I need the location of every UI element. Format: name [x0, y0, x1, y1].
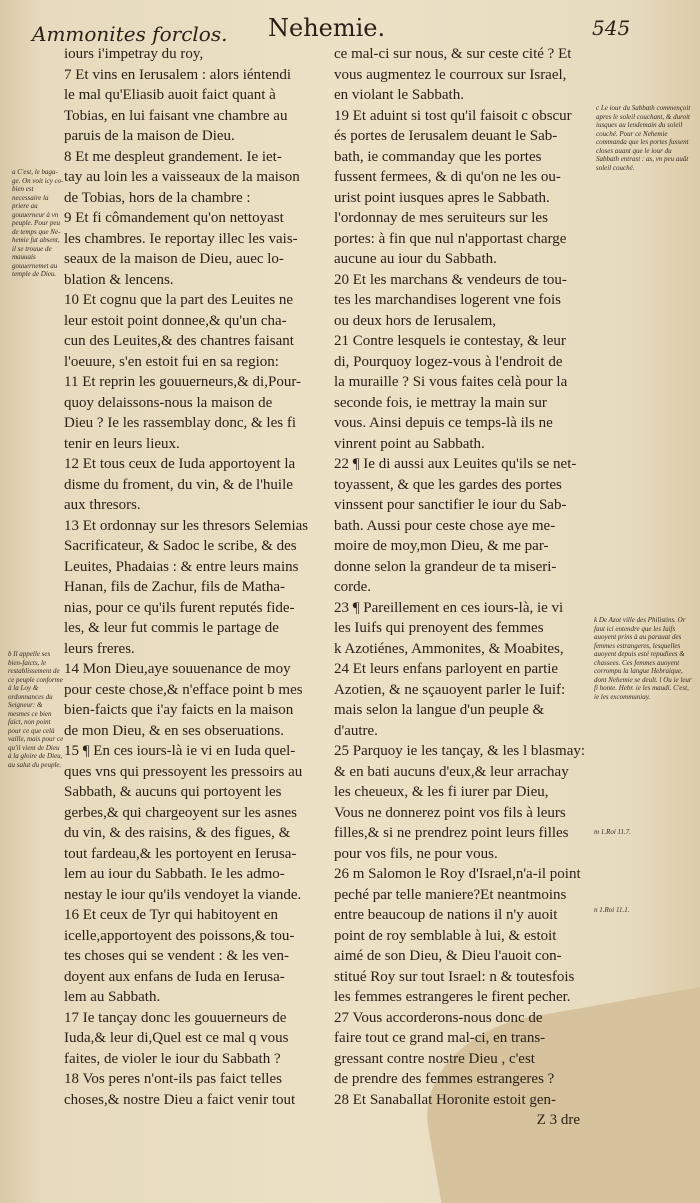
text-line: pour vos fils, ne pour vous.	[334, 845, 498, 862]
text-line: 25 Parquoy ie les tançay, & les l blasmay:	[334, 743, 586, 759]
text-line: tes les marchandises logerent vne fois	[334, 292, 562, 308]
text-line: moire de moy,mon Dieu, & me par-	[334, 538, 549, 554]
text-line: ou deux hors de Ierusalem,	[334, 312, 497, 329]
text-line: le mal qu'Eliasib auoit faict quant à	[64, 87, 276, 103]
text-line: 7 Et vins en Ierusalem : alors iéntendi	[64, 66, 292, 83]
text-line: blation & lencens.	[64, 271, 174, 288]
text-line: di, Pourquoy logez-vous à l'endroit de	[334, 353, 563, 370]
text-line: donne selon la grandeur de ta miseri-	[334, 558, 557, 575]
text-line: 28 Et Sanaballat Horonite estoit gen-	[334, 1091, 557, 1108]
text-line: point de roy semblable à lui, & estoit	[334, 927, 557, 944]
text-line: lem au iour du Sabbath. Ie les admo-	[64, 866, 285, 882]
text-line: Azotien, & ne sçauoyent parler le Iuif:	[334, 681, 566, 698]
text-line: nias, pour ce qu'ils furent reputés fide-	[64, 599, 295, 616]
text-line: 24 Et leurs enfans parloyent en partie	[334, 661, 559, 677]
text-line: 19 Et aduint si tost qu'il faisoit c obscur	[334, 107, 572, 124]
text-line: 16 Et ceux de Tyr qui habitoyent en	[64, 907, 279, 923]
text-line: leur estoit point donnee,& qu'un cha-	[64, 312, 287, 329]
text-line: Sabbath, & aucuns qui portoyent les	[64, 784, 282, 800]
cross-reference: n 1.Roi 11.1.	[594, 906, 630, 914]
text-line: 21 Contre lesquels ie contestay, & leur	[334, 333, 566, 349]
text-line: aimé de son Dieu, & Dieu l'auoit con-	[334, 948, 562, 964]
text-line: filles,& si ne prendrez point leurs filles	[334, 825, 569, 841]
text-line: 11 Et reprin les gouuerneurs,& di,Pour-	[64, 374, 302, 390]
text-line: de Tobias, hors de la chambre :	[64, 189, 251, 206]
text-line: doyent aux enfans de Iuda en Ierusa-	[64, 968, 285, 985]
text-line: la muraille ? Si vous faites celà pour la	[334, 374, 568, 390]
text-line: 17 Ie tançay donc les gouuerneurs de	[64, 1009, 287, 1026]
text-line: 15 ¶ En ces iours-là ie vi en Iuda quel-	[64, 743, 296, 759]
text-line: ce mal-ci sur nous, & sur ceste cité ? Et	[334, 46, 572, 62]
text-line: tay au loin les a vaisseaux de la maison	[64, 169, 300, 185]
text-line: vinssent pour sanctifier le iour du Sab-	[334, 497, 567, 513]
text-line: quoy delaissons-nous la maison de	[64, 394, 273, 411]
text-line: de mon Dieu, & en ses obseruations.	[64, 722, 284, 739]
text-line: stitué Roy sur tout Israel: n & toutesfois	[334, 968, 575, 985]
text-line: d'autre.	[334, 722, 378, 739]
text-line: pour ceste chose,& n'efface point b mes	[64, 681, 303, 698]
text-line: faire tout ce grand mal-ci, en trans-	[334, 1030, 546, 1046]
text-line: corde.	[334, 579, 372, 595]
text-line: és portes de Ierusalem deuant le Sab-	[334, 128, 558, 144]
text-line: du vin, & des raisins, & des figues, &	[64, 825, 291, 841]
text-line: bien-faicts que i'ay faicts en la maison	[64, 702, 294, 718]
text-line: vous augmentez le courroux sur Israel,	[334, 66, 567, 83]
text-line: Dieu ? Ie les rassemblay donc, & les fi	[64, 415, 297, 431]
text-line: vous. Ainsi depuis ce temps-là ils ne	[334, 415, 553, 431]
text-line: les femmes estrangeres le firent pecher.	[334, 989, 571, 1005]
text-line: aux thresors.	[64, 497, 141, 513]
margin-note: a C'est, le baga-ge. On voit icy co-bien est necessaire la priere au gouuerneur à vn peuple. Pour peu de temps que Ne-hemie fut absent, il se trouue de mauuais gouuernemet au temple de Dieu.	[12, 168, 64, 278]
text-line: 8 Et me despleut grandement. Ie iet-	[64, 148, 282, 165]
text-line: 9 Et fi cômandement qu'on nettoyast	[64, 210, 284, 226]
text-line: 18 Vos peres n'ont-ils pas faict telles	[64, 1071, 282, 1087]
text-line: de prendre des femmes estrangeres ?	[334, 1071, 555, 1087]
text-line: urist point iusques apres le Sabbath.	[334, 189, 550, 206]
text-line: icelle,apportoyent des poissons,& tou-	[64, 927, 295, 944]
text-line: 14 Mon Dieu,aye souuenance de moy	[64, 661, 291, 677]
text-line: peché par telle maniere?Et neantmoins	[334, 886, 567, 903]
text-line: 23 ¶ Pareillement en ces iours-là, ie vi	[334, 599, 564, 616]
text-line: tes choses qui se vendent : & les ven-	[64, 948, 289, 964]
text-line: Vous ne donnerez point vos fils à leurs	[334, 804, 566, 821]
text-line: seaux de la maison de Dieu, auec lo-	[64, 251, 284, 267]
text-line: 12 Et tous ceux de Iuda apportoyent la	[64, 456, 296, 472]
text-line: ques vns qui pressoyent les pressoirs au	[64, 763, 303, 780]
text-line: vinrent point au Sabbath.	[334, 435, 485, 452]
running-head-left: Ammonites forclos.	[32, 22, 228, 46]
text-line: en violant le Sabbath.	[334, 87, 464, 103]
text-line: bath. Aussi pour ceste chose aye me-	[334, 517, 556, 534]
cross-reference: m 1.Roi 11.7.	[594, 828, 632, 836]
text-line: 20 Et les marchans & vendeurs de tou-	[334, 271, 567, 288]
text-line: Hanan, fils de Zachur, fils de Matha-	[64, 579, 285, 595]
text-line: toyassent, & que les gardes des portes	[334, 476, 562, 493]
text-line: aucune au iour du Sabbath.	[334, 251, 497, 267]
text-line: les chambres. Ie reportay illec les vais-	[64, 230, 298, 247]
text-line: portes: à fin que nul n'apportast charge	[334, 230, 567, 247]
text-line: k Azotiénes, Ammonites, & Moabites,	[334, 640, 564, 657]
text-line: entre beaucoup de nations il n'y auoit	[334, 907, 558, 923]
text-line: 26 m Salomon le Roy d'Israel,n'a-il point	[334, 866, 581, 882]
text-line: fussent fermees, & di qu'on ne les ou-	[334, 169, 561, 185]
page-number: 545	[592, 16, 631, 40]
text-line: Iuda,& leur di,Quel est ce mal q vous	[64, 1030, 289, 1046]
catchword: Z 3 dre	[536, 1112, 580, 1128]
text-line: l'ordonnay de mes seruiteurs sur les	[334, 210, 548, 226]
text-line: Sacrificateur, & Sadoc le scribe, & des	[64, 538, 297, 554]
text-line: 13 Et ordonnay sur les thresors Selemias	[64, 517, 309, 534]
text-line: 10 Et cognu que la part des Leuites ne	[64, 292, 294, 308]
text-line: tenir en leurs lieux.	[64, 435, 180, 452]
text-line: cun des Leuites,& des chantres faisant	[64, 333, 294, 349]
text-line: Tobias, en lui faisant vne chambre au	[64, 107, 288, 124]
text-line: les, & leur fut commis le partage de	[64, 620, 279, 636]
text-line: paruis de la maison de Dieu.	[64, 128, 235, 144]
text-line: & en bati aucuns d'eux,& leur arrachay	[334, 763, 569, 780]
text-line: les cheueux, & les fi iurer par Dieu,	[334, 784, 549, 800]
text-line: Leuites, Phadaias : & entre leurs mains	[64, 558, 299, 575]
text-line: les Iuifs qui prenoyent des femmes	[334, 620, 544, 636]
text-line: seconde fois, ie mettray la main sur	[334, 394, 547, 411]
text-line: gressant contre nostre Dieu , c'est	[334, 1050, 535, 1067]
text-line: mais selon la langue d'un peuple &	[334, 702, 545, 718]
text-line: tout fardeau,& les portoyent en Ierusa-	[64, 845, 297, 862]
text-line: choses,& nostre Dieu a faict venir tout	[64, 1091, 296, 1108]
text-column-right	[334, 44, 590, 1131]
margin-note: b Il appelle ses bien-faicts, le restablissement de ce peuple conforme à la Loy & ordonnances du Seigneur: & mesmes ce bien faict, non point pour ce que celà vaille, mais pour ce qu'il vient de Dieu à la gloire de Dieu, au salut du peuple.	[8, 650, 64, 769]
text-line: faites, de violer le iour du Sabbath ?	[64, 1050, 281, 1067]
text-line: 22 ¶ Ie di aussi aux Leuites qu'ils se net-	[334, 456, 577, 472]
text-line: lem au Sabbath.	[64, 989, 161, 1005]
text-line: bath, ie commanday que les portes	[334, 148, 542, 165]
text-line: l'oeuure, s'en estoit fui en sa region:	[64, 353, 279, 370]
text-line: leurs freres.	[64, 640, 135, 657]
text-line: gerbes,& qui chargeoyent sur les asnes	[64, 804, 297, 821]
text-line: nestay le iour qu'ils vendoyet la viande.	[64, 886, 302, 903]
text-line: iours i'impetray du roy,	[64, 46, 204, 62]
running-head-title: Nehemie.	[268, 14, 386, 42]
text-line: 27 Vous accorderons-nous donc de	[334, 1009, 543, 1026]
text-line: disme du froment, du vin, & de l'huile	[64, 476, 293, 493]
margin-note: k De Azot ville des Philistins. Or faut ici entendre que les Iuifs auoyent prins à au parauat des femmes estrangeres, lesquelles auoyent depuis esté repudiees & chassees. Ces femmes auoyent corrompu la langue Hebraique, dont Nehemie se deult. l Ou ie leur fi honte. Hebr. ie les maudi. C'est, ie les excommuniay.	[594, 616, 692, 701]
margin-note: c Le iour du Sabbath commençoit apres le soleil couchant, & duroit iusques au lendemain du soleil couché. Pour ce Nehemie commanda que les portes fussent closes auant que le iour du Sabbath entrast : as, vn peu auât soleil couché.	[596, 104, 691, 172]
text-column-left	[64, 44, 334, 1110]
